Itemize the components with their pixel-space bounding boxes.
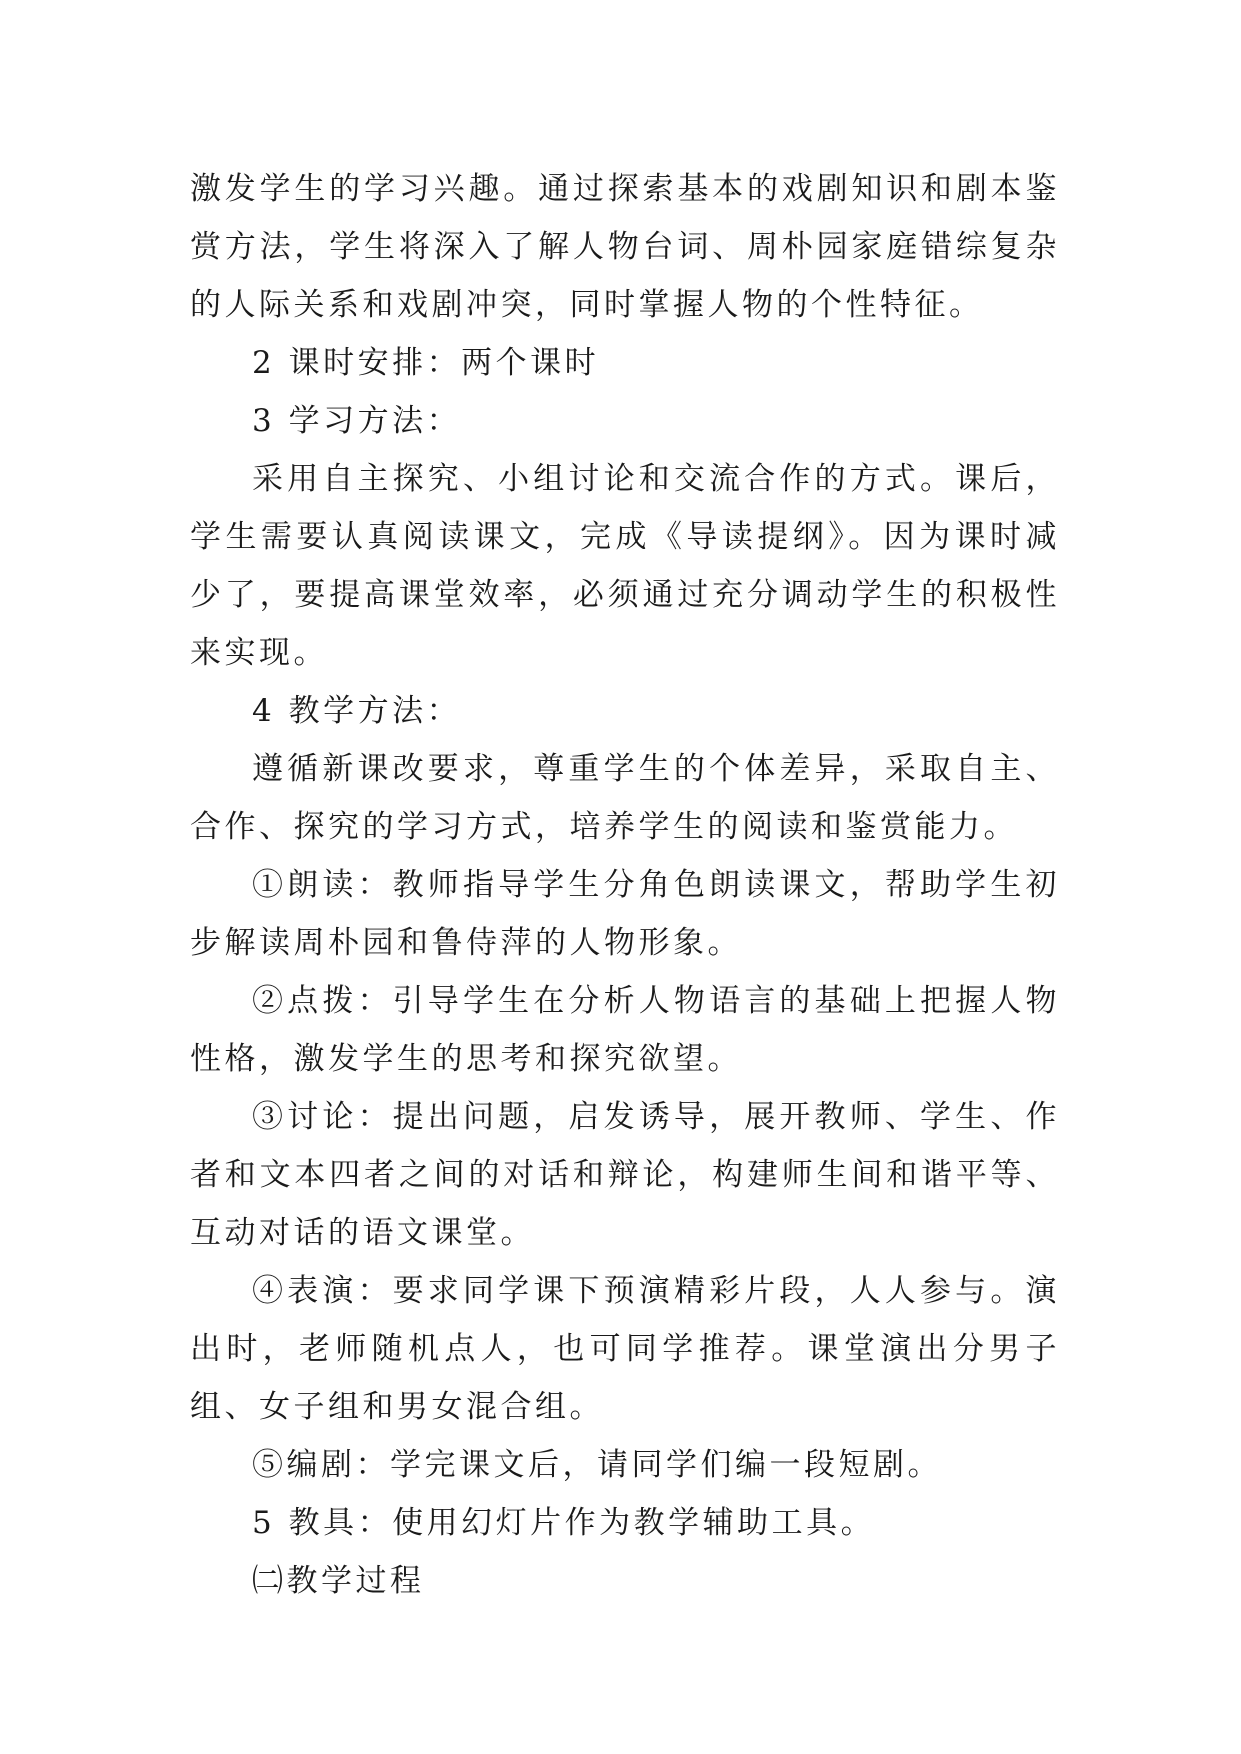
paragraph-discussion: ③讨论：提出问题，启发诱导，展开教师、学生、作者和文本四者之间的对话和辩论，构建师生间和谐平等、互动对话的语文课堂。 [190,1099,1060,1251]
paragraph-teaching-aids: 5 教具：使用幻灯片作为教学辅助工具。 [252,1505,876,1541]
paragraph-class-hours: 2 课时安排：两个课时 [252,345,600,381]
heading-teaching-process: ㈡教学过程 [252,1563,425,1599]
paragraph-guidance: ②点拨：引导学生在分析人物语言的基础上把握人物性格，激发学生的思考和探究欲望。 [190,983,1060,1077]
paragraph-intro-continuation: 激发学生的学习兴趣。通过探索基本的戏剧知识和剧本鉴赏方法，学生将深入了解人物台词、周朴园家庭错综复杂的人际关系和戏剧冲突，同时掌握人物的个性特征。 [190,171,1060,323]
heading-teaching-methods: 4 教学方法： [252,693,462,729]
paragraph-playwriting: ⑤编剧：学完课文后，请同学们编一段短剧。 [252,1447,942,1483]
heading-learning-methods: 3 学习方法： [252,403,462,439]
paragraph-learning-methods: 采用自主探究、小组讨论和交流合作的方式。课后，学生需要认真阅读课文，完成《导读提纲》。因为课时减少了，要提高课堂效率，必须通过充分调动学生的积极性来实现。 [190,461,1060,671]
paragraph-teaching-methods: 遵循新课改要求，尊重学生的个体差异，采取自主、合作、探究的学习方式，培养学生的阅读和鉴赏能力。 [190,751,1060,845]
paragraph-performance: ④表演：要求同学课下预演精彩片段，人人参与。演出时，老师随机点人，也可同学推荐。课堂演出分男子组、女子组和男女混合组。 [190,1273,1060,1425]
document-body [190,160,1060,1610]
paragraph-reading-aloud: ①朗读：教师指导学生分角色朗读课文，帮助学生初步解读周朴园和鲁侍萍的人物形象。 [190,867,1060,961]
